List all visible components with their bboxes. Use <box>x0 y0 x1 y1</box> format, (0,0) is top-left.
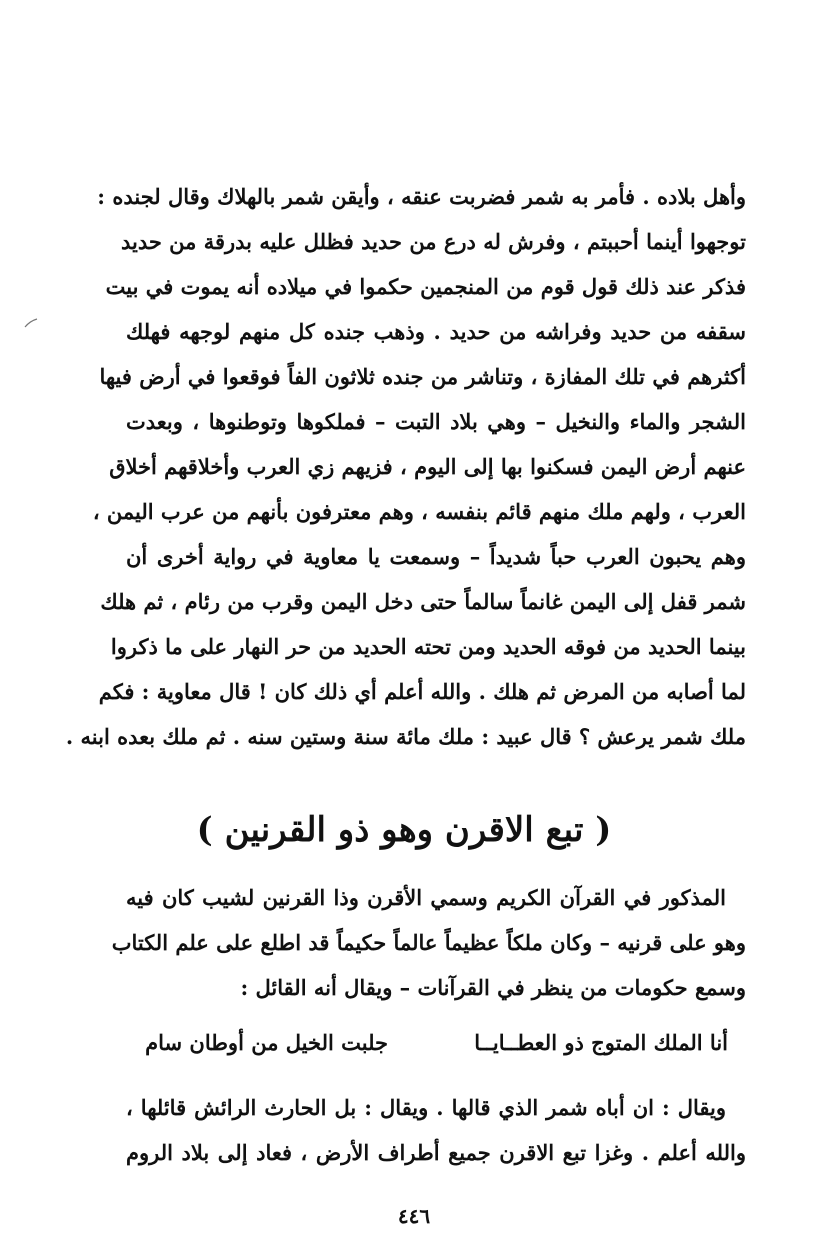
text-line: وسمع حكومات من ينظر في القرآنات – ويقال أنه القائل : <box>240 975 746 1000</box>
text-line: وأهل بلاده . فأمر به شمر فضربت عنقه ، وأيقن شمر بالهلاك وقال لجنده : <box>97 184 746 209</box>
text-line: سقفه من حديد وفراشه من حديد . وذهب جنده كل منهم لوجهه فهلك <box>126 319 746 344</box>
text-line: والله أعلم . وغزا تبع الاقرن جميع أطراف الأرض ، فعاد إلى بلاد الروم <box>126 1140 746 1165</box>
text-line: لما أصابه من المرض ثم هلك . والله أعلم أي ذلك كان ! قال معاوية : فكم <box>98 679 746 704</box>
text-line: ملك شمر يرعش ؟ قال عبيد : ملك مائة سنة وستين سنه . ثم ملك بعده ابنه . <box>65 724 746 749</box>
text-line: الشجر والماء والنخيل – وهي بلاد التبت – فملكوها وتوطنوها ، وبعدت <box>126 409 746 434</box>
verse-first-hemistich: أنا الملك المتوج ذو العطــايــا <box>474 1030 728 1055</box>
text-line: العرب ، ولهم ملك منهم قائم بنفسه ، وهم معترفون بأنهم من عرب اليمن ، <box>92 499 746 524</box>
verse-second-hemistich: جلبت الخيل من أوطان سام <box>145 1030 388 1055</box>
text-line: بينما الحديد من فوقه الحديد ومن تحته الحديد من حر النهار على ما ذكروا <box>110 634 746 659</box>
section-heading: ( تبع الاقرن وهو ذو القرنين ) <box>196 810 612 850</box>
text-line: شمر قفل إلى اليمن غانماً سالماً حتى دخل اليمن وقرب من رئام ، ثم هلك <box>100 589 746 614</box>
text-line: المذكور في القرآن الكريم وسمي الأقرن وذا القرنين لشيب كان فيه <box>126 885 726 910</box>
page-number: ٤٤٦ <box>397 1204 431 1228</box>
text-line: توجهوا أينما أحببتم ، وفرش له درع من حديد فظلل عليه بدرقة من حديد <box>120 229 746 254</box>
text-line: عنهم أرض اليمن فسكنوا بها إلى اليوم ، فزيهم زي العرب وأخلاقهم أخلاق <box>109 454 746 479</box>
text-line: ويقال : ان أباه شمر الذي قالها . ويقال : بل الحارث الرائش قائلها ، <box>126 1095 726 1120</box>
text-line: وهو على قرنيه – وكان ملكاً عظيماً عالماً حكيماً قد اطلع على علم الكتاب <box>111 930 746 955</box>
margin-pencil-mark <box>24 318 38 328</box>
text-line: وهم يحبون العرب حباً شديداً – وسمعت يا معاوية في رواية أخرى أن <box>126 544 746 569</box>
text-line: أكثرهم في تلك المفازة ، وتناشر من جنده ثلاثون الفاً فوقعوا في أرض فيها <box>99 364 746 389</box>
text-line: فذكر عند ذلك قول قوم من المنجمين حكموا في ميلاده أنه يموت في بيت <box>105 274 746 299</box>
